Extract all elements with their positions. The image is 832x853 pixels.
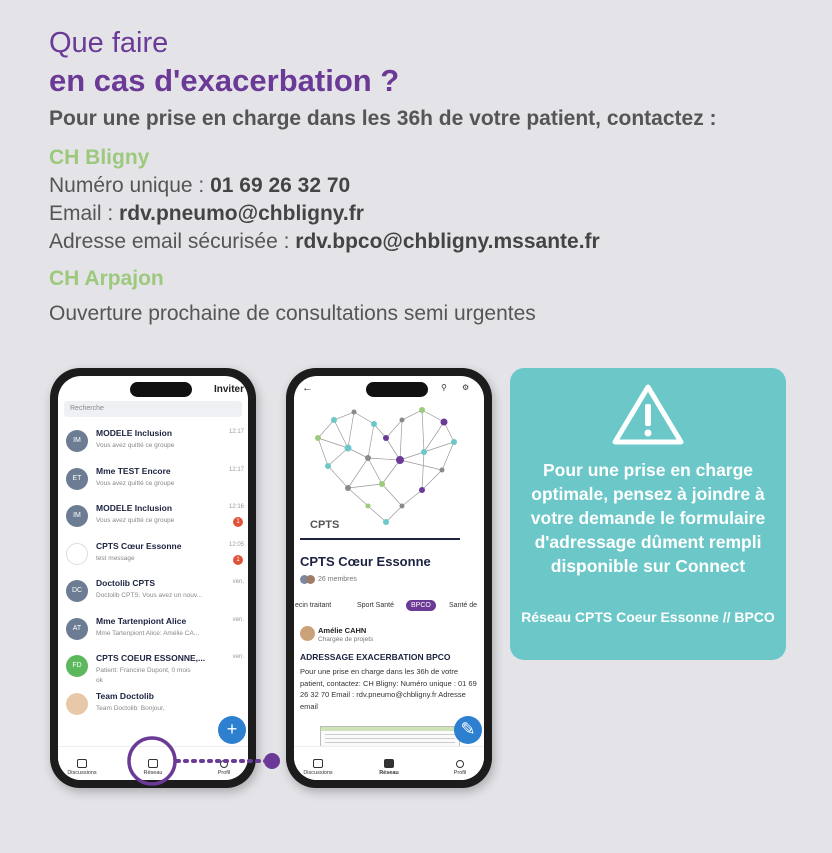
back-arrow-icon[interactable]: ← <box>302 382 313 394</box>
bligny-phone-line <box>49 174 350 198</box>
settings-icon[interactable]: ⚙ <box>462 383 470 392</box>
secure-email-label: Adresse email sécurisée : <box>49 230 296 253</box>
conversation-time: ven. <box>232 616 244 623</box>
member-avatars <box>300 575 316 584</box>
conversation-name: CPTS COEUR ESSONNE,... <box>96 653 206 663</box>
avatar <box>66 543 88 565</box>
avatar <box>66 693 88 715</box>
title-line-2: en cas d'exacerbation ? <box>49 63 400 98</box>
invite-button[interactable]: Inviter <box>213 384 244 395</box>
conversation-preview: Mme Tartenpiont Alice: Amélie CA... <box>96 629 200 637</box>
phone-notch <box>130 382 192 397</box>
network-icon <box>384 759 394 768</box>
tab-label: Réseau <box>379 770 399 776</box>
heart-network-logo <box>304 398 464 528</box>
email-address: rdv.pneumo@chbligny.fr <box>119 202 364 225</box>
conversation-time: 12:16 <box>228 504 244 510</box>
search-input[interactable]: Recherche <box>64 401 242 417</box>
avatar: ET <box>66 468 88 490</box>
conversation-preview: Vous avez quitté ce groupe <box>96 517 175 524</box>
bligny-secure-email-line <box>49 230 600 254</box>
conversation-time: ven. <box>232 579 244 585</box>
tab-discussions[interactable] <box>298 759 338 776</box>
info-box <box>510 368 786 660</box>
conversation-preview: Team Doctolib: Bonjour, <box>96 704 165 712</box>
warning-icon <box>610 382 686 448</box>
post-body: Pour une prise en charge dans les 36h de votre patient, contactez: CH Bligny: Numéro unique : 01 69 26 32 70 Email : rdv.pneumo@chbligny.fr Adresse email <box>300 667 477 711</box>
conversation-preview: Vous avez quitté ce groupe <box>96 479 175 487</box>
channel-chips <box>294 598 484 616</box>
cpts-logo-text: CPTS <box>310 519 340 531</box>
conversation-name: Doctolib CPTS <box>96 578 156 588</box>
post-author: Amélie CAHN <box>318 626 367 635</box>
channel-chip[interactable]: BPCO <box>406 600 436 611</box>
conversation-name: CPTS Cœur Essonne <box>96 540 182 551</box>
conversation-row[interactable] <box>62 576 246 612</box>
group-name: CPTS Cœur Essonne <box>300 554 431 569</box>
title-line-1: Que faire <box>49 27 169 59</box>
conversation-preview: Doctolib CPTS: Vous avez un nouv... <box>96 592 203 599</box>
conversation-row[interactable] <box>62 614 246 650</box>
conversation-row[interactable] <box>62 501 246 537</box>
phone-discussions <box>50 368 256 788</box>
conversation-time: ven. <box>232 654 244 660</box>
info-text: Pour une prise en charge optimale, pensez à joindre à votre demande le formulaire d'adressage dûment rempli disponible sur Connect <box>530 460 766 576</box>
avatar: IM <box>66 505 88 527</box>
conversation-name: MODELE Inclusion <box>96 428 173 438</box>
conversation-time: 12:17 <box>228 466 244 473</box>
conversation-row[interactable] <box>62 689 246 725</box>
conversation-row[interactable] <box>62 464 246 500</box>
tab-profil[interactable] <box>440 760 480 776</box>
new-conversation-button[interactable]: + <box>218 716 246 744</box>
phone-screen-group <box>294 376 484 780</box>
tab-bar <box>294 746 484 780</box>
conversation-name: Mme Tartenpiont Alice <box>96 615 187 626</box>
chat-icon <box>313 759 323 768</box>
avatar: FD <box>66 655 88 677</box>
phone-group <box>286 368 492 788</box>
avatar: AT <box>66 618 88 640</box>
user-icon <box>456 760 464 768</box>
post-title: ADRESSAGE EXACERBATION BPCO <box>300 652 451 662</box>
tab-reseau[interactable] <box>369 759 409 776</box>
tab-label: Profil <box>217 770 231 776</box>
info-footer: Réseau CPTS Coeur Essonne // BPCO <box>521 609 775 625</box>
tab-label: Discussions <box>67 770 97 776</box>
conversation-row[interactable] <box>62 651 246 687</box>
secure-email-address: rdv.bpco@chbligny.mssante.fr <box>295 230 600 253</box>
chat-icon <box>77 759 87 768</box>
bligny-heading: CH Bligny <box>49 146 150 169</box>
tab-label: Réseau <box>143 770 163 776</box>
phone-label: Numéro unique : <box>49 174 211 197</box>
intro-text: Pour une prise en charge dans les 36h de votre patient, contactez : <box>49 107 717 130</box>
arpajon-text: Ouverture prochaine de consultations semi urgentes <box>49 302 536 325</box>
phone-screen-discussions <box>58 376 248 780</box>
channel-chip[interactable]: ecin traitant <box>295 602 332 609</box>
arpajon-heading: CH Arpajon <box>49 267 164 290</box>
tab-label: Discussions <box>303 770 333 776</box>
compose-button[interactable]: ✎ <box>454 716 482 744</box>
cover-divider <box>300 538 460 540</box>
conversation-name: Team Doctolib <box>96 690 154 701</box>
conversation-preview-2: ok <box>96 677 103 684</box>
conversation-name: Mme TEST Encore <box>96 465 171 476</box>
avatar: DC <box>66 580 88 602</box>
channel-chip[interactable]: Sport Santé <box>357 602 394 609</box>
unread-badge: 1 <box>233 517 243 527</box>
conversation-preview: test message <box>96 554 135 562</box>
bligny-email-line <box>49 202 364 226</box>
author-avatar <box>300 626 315 641</box>
reseau-highlight-connector <box>125 735 285 791</box>
email-label: Email : <box>49 202 120 225</box>
unread-badge: 1 <box>233 555 243 565</box>
conversation-time: 12:05 <box>228 541 244 548</box>
search-icon[interactable]: ⚲ <box>441 383 447 392</box>
conversation-row[interactable] <box>62 426 246 462</box>
top-bar <box>294 376 484 398</box>
channel-chip[interactable]: Santé de <box>449 602 478 609</box>
member-count: 26 membres <box>318 576 357 583</box>
phone-number: 01 69 26 32 70 <box>210 174 351 197</box>
tab-discussions[interactable] <box>62 759 102 776</box>
conversation-preview: Vous avez quitté ce groupe <box>96 442 175 449</box>
tab-label: Profil <box>453 770 467 776</box>
conversation-name: MODELE Inclusion <box>96 503 173 513</box>
conversation-preview: Patient: Francine Dupont, 0 mois <box>96 667 191 674</box>
post-author-role: Chargée de projets <box>318 636 374 643</box>
form-thumbnail[interactable] <box>320 726 460 748</box>
conversation-time: 12:17 <box>228 429 244 435</box>
conversation-row[interactable] <box>62 539 246 575</box>
avatar: IM <box>66 430 88 452</box>
